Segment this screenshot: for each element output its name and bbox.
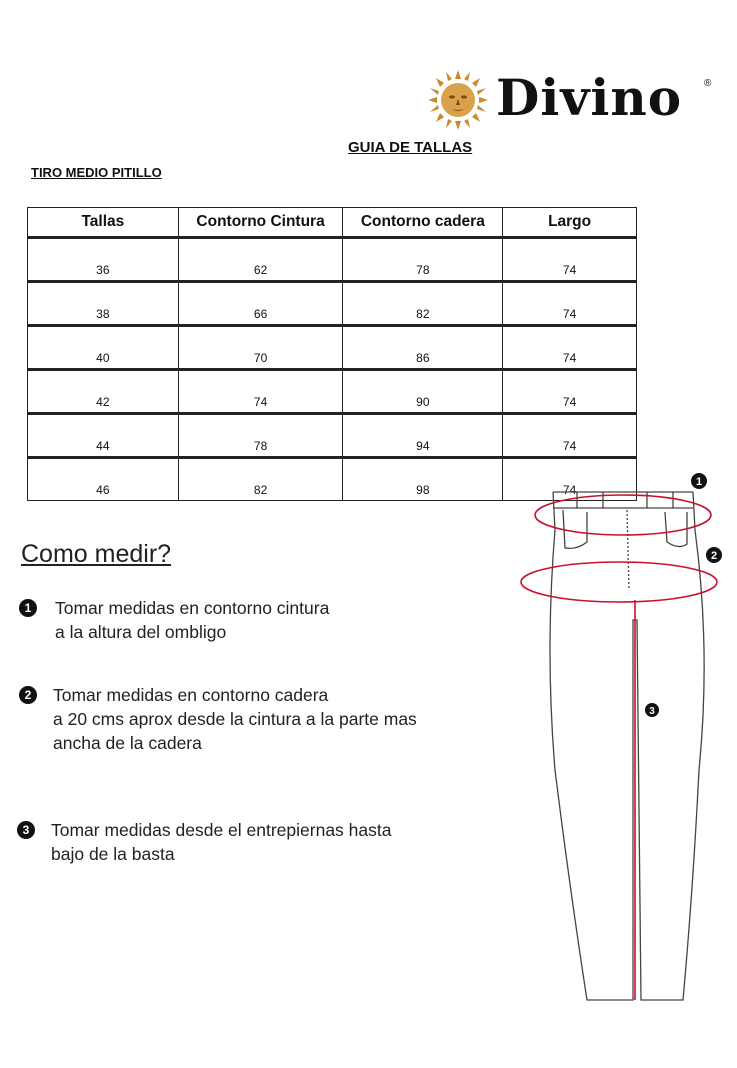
cell-size: 40: [28, 326, 179, 370]
table-row: [28, 282, 637, 326]
table-row: [28, 238, 637, 282]
cell-hip: 90: [343, 370, 503, 414]
how-to-title: Como medir?: [21, 540, 172, 568]
cell-length: 74: [503, 370, 637, 414]
cell-hip: 82: [343, 282, 503, 326]
cell-waist: 74: [178, 370, 343, 414]
cell-length: 74: [503, 238, 637, 282]
cell-size: 46: [28, 458, 179, 501]
brand-name: Divino: [496, 68, 683, 127]
cell-size: 42: [28, 370, 179, 414]
size-table: [27, 207, 637, 501]
brand-logo: [424, 66, 724, 132]
step-2: [19, 683, 519, 757]
cell-size: 44: [28, 414, 179, 458]
cell-length: 74: [503, 414, 637, 458]
cell-waist: 70: [178, 326, 343, 370]
header-size: Tallas: [28, 208, 179, 238]
step-3-line-1: Tomar medidas desde el entrepiernas hasta: [51, 820, 392, 840]
cell-waist: 62: [178, 238, 343, 282]
marker-2-label: 2: [710, 550, 718, 562]
step-3-line-2: bajo de la basta: [51, 844, 175, 864]
cell-hip: 78: [343, 238, 503, 282]
cell-size: 38: [28, 282, 179, 326]
cell-waist: 78: [178, 414, 343, 458]
header-hip: Contorno cadera: [343, 208, 503, 238]
cell-length: 74: [503, 458, 637, 501]
cell-hip: 98: [343, 458, 503, 501]
header-waist: Contorno Cintura: [178, 208, 343, 238]
cell-length: 74: [503, 282, 637, 326]
step-2-line-2: a 20 cms aprox desde la cintura a la parte mas: [53, 709, 417, 729]
jeans-outline: [550, 492, 704, 1000]
cell-waist: 82: [178, 458, 343, 501]
cell-hip: 86: [343, 326, 503, 370]
step-number-badge: 3: [17, 821, 35, 839]
fit-subtitle: TIRO MEDIO PITILLO: [31, 165, 162, 180]
step-number-badge: 2: [19, 686, 37, 704]
marker-1-label: 1: [695, 476, 703, 488]
step-1: [19, 596, 489, 646]
hip-marker: [706, 547, 722, 563]
cell-length: 74: [503, 326, 637, 370]
table-row: [28, 370, 637, 414]
marker-3-label: 3: [649, 706, 655, 717]
waist-marker: [691, 473, 707, 489]
table-row: [28, 414, 637, 458]
cell-size: 36: [28, 238, 179, 282]
sun-face-icon: [424, 68, 492, 130]
cell-hip: 94: [343, 414, 503, 458]
table-row: [28, 326, 637, 370]
cell-waist: 66: [178, 282, 343, 326]
page-title: GUIA DE TALLAS: [348, 139, 473, 156]
jeans-measurement-diagram: [515, 470, 737, 1010]
step-3: [17, 818, 487, 868]
step-number-badge: 1: [19, 599, 37, 617]
step-2-line-3: ancha de la cadera: [53, 733, 202, 753]
measure-lines: [521, 495, 717, 1000]
inseam-marker: [645, 703, 659, 717]
step-2-line-1: Tomar medidas en contorno cadera: [53, 685, 329, 705]
registered-mark: ®: [704, 78, 712, 89]
step-1-line-2: a la altura del ombligo: [55, 622, 227, 642]
header-length: Largo: [503, 208, 637, 238]
table-header-row: [28, 208, 637, 238]
step-1-line-1: Tomar medidas en contorno cintura: [55, 598, 330, 618]
